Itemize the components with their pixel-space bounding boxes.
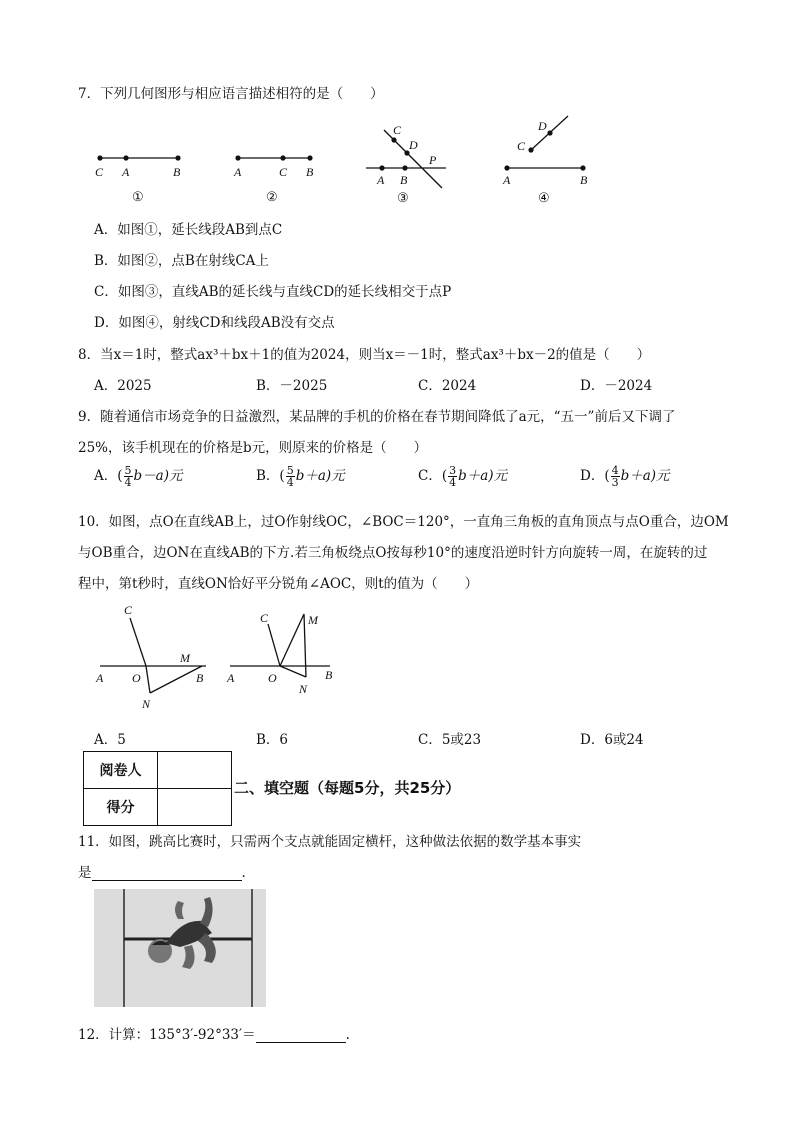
q9-option-b — [256, 464, 345, 488]
q9-option-d-rest: b＋a)元 — [620, 468, 670, 484]
q8-option-c: C．2024 — [418, 378, 477, 394]
q9-stem-line2: 25%，该手机现在的价格是b元，则原来的价格是（ ） — [78, 440, 428, 456]
q7-figure-3 — [362, 122, 458, 208]
q9-stem-line1: 9．随着通信市场竞争的日益激烈，某品牌的手机的价格在春节期间降低了a元，“五一”前后又下调了 — [78, 409, 676, 425]
q7-figure-4 — [498, 112, 598, 208]
q10-option-d: D．6或24 — [580, 732, 644, 748]
fig2-label-c: C — [279, 165, 288, 179]
q10-stem-line3: 程中，第t秒时，直线ON恰好平分锐角∠AOC，则t的值为（ ） — [78, 576, 479, 592]
q7-figure-1 — [88, 145, 188, 207]
q10-fig2-label-b: B — [325, 668, 333, 682]
q10-fig2-label-c: C — [260, 611, 269, 625]
fig1-caption: ① — [132, 189, 144, 204]
fig4-label-c: C — [517, 139, 526, 153]
q11-line2 — [78, 861, 246, 881]
q11-line1: 11．如图，跳高比赛时，只需两个支点就能固定横杆，这种做法依据的数学基本事实 — [78, 834, 582, 850]
fig2-label-a: A — [234, 165, 242, 179]
fig3-label-c: C — [393, 123, 402, 137]
q11-prefix: 是 — [78, 865, 92, 881]
q10-fig1-label-n: N — [142, 697, 151, 711]
q9-option-d-letter: D．( — [580, 468, 610, 484]
reviewer-cell[interactable] — [158, 752, 232, 789]
score-label: 得分 — [84, 789, 158, 826]
q7-option-a: A．如图①，延长线段AB到点C — [94, 222, 283, 238]
q9-option-a-fraction: $\frac{5}{4}$ — [124, 464, 132, 489]
q10-fig2-label-o: O — [268, 671, 277, 685]
q12-answer-blank[interactable] — [256, 1026, 346, 1043]
fig2-caption: ② — [266, 189, 278, 204]
fig3-label-b: B — [400, 173, 408, 187]
fig4-label-a: A — [503, 173, 511, 187]
score-table — [83, 751, 232, 826]
q7-option-b: B．如图②，点B在射线CA上 — [94, 253, 269, 269]
q7-figure-2 — [228, 145, 328, 207]
q9-option-b-fraction: $\frac{5}{4}$ — [286, 464, 294, 489]
q12-prefix: 12．计算：135°3′-92°33′＝ — [78, 1027, 256, 1043]
q10-stem-line1: 10．如图，点O在直线AB上，过O作射线OC，∠BOC＝120°，一直角三角板的直角顶点与点O重合，边OM — [78, 514, 729, 530]
fig1-label-b: B — [173, 165, 181, 179]
q10-fig1-label-b: B — [196, 671, 204, 685]
q11-suffix: . — [241, 865, 246, 881]
fig3-label-p: P — [429, 153, 437, 167]
fig4-caption: ④ — [538, 190, 550, 205]
fig3-label-d: D — [409, 138, 418, 152]
q12-suffix: . — [345, 1027, 350, 1043]
fig4-label-d: D — [538, 119, 547, 133]
q8-option-b: B．－2025 — [256, 378, 328, 394]
q10-option-c: C．5或23 — [418, 732, 482, 748]
q7-stem: 7．下列几何图形与相应语言描述相符的是（ ） — [78, 86, 384, 102]
q10-option-a: A．5 — [94, 732, 126, 748]
q8-stem: 8．当x＝1时，整式ax³＋bx＋1的值为2024，则当x＝－1时，整式ax³＋bx－2的值是（ ） — [78, 347, 651, 363]
high-jump-image — [94, 889, 266, 1007]
q10-figure-2 — [224, 600, 344, 700]
q7-option-d: D．如图④，射线CD和线段AB没有交点 — [94, 315, 335, 331]
fig2-label-b: B — [306, 165, 314, 179]
q9-option-b-letter: B．( — [256, 468, 285, 484]
q10-fig1-label-c: C — [124, 603, 133, 617]
q9-option-d-fraction: $\frac{4}{3}$ — [611, 464, 619, 489]
fig3-label-a: A — [377, 173, 385, 187]
q9-option-d — [580, 464, 670, 488]
q9-option-a-rest: b－a)元 — [133, 468, 183, 484]
q8-option-a: A．2025 — [94, 378, 152, 394]
q9-option-c — [418, 464, 507, 488]
score-cell[interactable] — [158, 789, 232, 826]
q10-fig2-label-m: M — [308, 613, 318, 627]
q12-line — [78, 1023, 350, 1043]
q9-option-a-letter: A．( — [94, 468, 123, 484]
q10-figure-1 — [94, 600, 214, 712]
fig4-label-b: B — [580, 173, 588, 187]
q9-option-c-rest: b＋a)元 — [458, 468, 508, 484]
q7-option-c: C．如图③，直线AB的延长线与直线CD的延长线相交于点P — [94, 284, 452, 300]
q10-fig1-label-m: M — [180, 651, 190, 665]
q8-option-d: D．－2024 — [580, 378, 653, 394]
q9-option-a — [94, 464, 183, 488]
q10-fig1-label-o: O — [132, 671, 141, 685]
q10-fig1-label-a: A — [96, 671, 104, 685]
fig1-label-a: A — [122, 165, 130, 179]
q9-option-b-rest: b＋a)元 — [295, 468, 345, 484]
q9-option-c-letter: C．( — [418, 468, 448, 484]
reviewer-label: 阅卷人 — [84, 752, 158, 789]
q10-stem-line2: 与OB重合，边ON在直线AB的下方.若三角板绕点O按每秒10°的速度沿逆时针方向旋转一周，在旋转的过 — [78, 545, 708, 561]
q10-option-b: B．6 — [256, 732, 289, 748]
q9-option-c-fraction: $\frac{3}{4}$ — [449, 464, 457, 489]
fig3-caption: ③ — [397, 190, 409, 205]
q11-answer-blank[interactable] — [92, 864, 242, 881]
section-title: 二、填空题（每题5分，共25分） — [234, 779, 461, 797]
q10-fig2-label-n: N — [299, 682, 308, 696]
fig1-label-c: C — [95, 165, 104, 179]
q10-fig2-label-a: A — [227, 671, 235, 685]
